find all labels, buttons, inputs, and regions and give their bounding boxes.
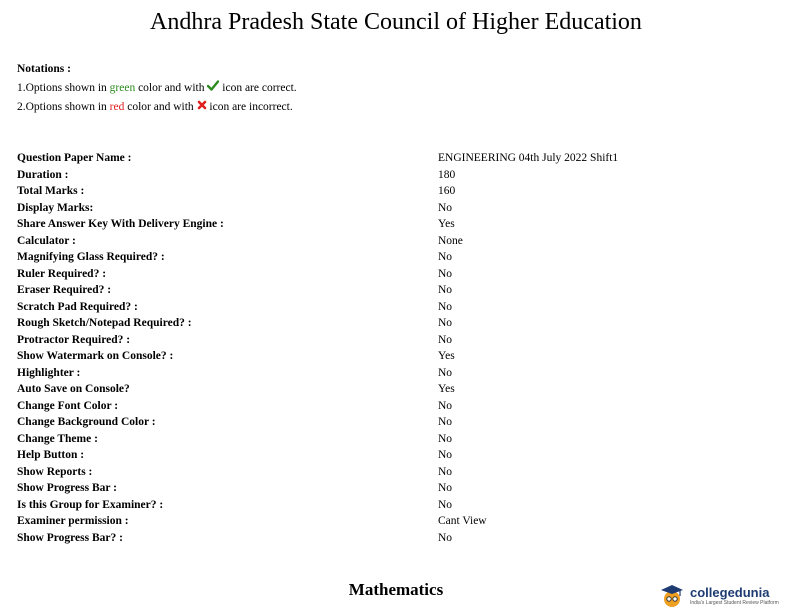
- info-value: 160: [438, 185, 456, 197]
- notation-text: icon are incorrect.: [206, 101, 293, 113]
- info-label: Display Marks:: [17, 201, 94, 214]
- info-label: Highlighter :: [17, 366, 81, 379]
- info-value: Yes: [438, 383, 455, 395]
- info-value: ENGINEERING 04th July 2022 Shift1: [438, 152, 619, 164]
- info-row: [17, 249, 777, 266]
- info-value: No: [438, 251, 453, 263]
- notations: [17, 60, 297, 116]
- info-row: [17, 414, 777, 431]
- info-label: Eraser Required? :: [17, 284, 112, 296]
- info-label: Change Font Color :: [17, 399, 119, 412]
- info-value: No: [438, 267, 453, 280]
- red-word: red: [109, 101, 125, 113]
- info-value: No: [438, 317, 453, 329]
- info-row: [17, 315, 777, 332]
- cross-icon: [197, 97, 207, 115]
- info-label: Show Progress Bar? :: [17, 531, 123, 544]
- info-row: [17, 167, 777, 184]
- info-value: No: [438, 465, 453, 478]
- info-label: Duration :: [17, 168, 69, 181]
- collegedunia-logo: [658, 584, 786, 608]
- info-row: [17, 299, 777, 316]
- check-icon: [207, 78, 219, 96]
- info-row: [17, 150, 777, 167]
- info-label: Examiner permission :: [17, 515, 129, 527]
- info-value: No: [438, 333, 453, 346]
- green-word: green: [109, 82, 136, 94]
- info-row: [17, 233, 777, 250]
- info-label: Rough Sketch/Notepad Required? :: [17, 317, 192, 329]
- info-row: [17, 200, 777, 217]
- info-label: Is this Group for Examiner? :: [17, 498, 164, 511]
- info-label: Show Reports :: [17, 465, 93, 478]
- info-label: Share Answer Key With Delivery Engine :: [17, 218, 224, 230]
- info-row: [17, 332, 777, 349]
- info-value: None: [438, 234, 463, 247]
- question-paper-info: [17, 150, 777, 546]
- page-title: Andhra Pradesh State Council of Higher Education: [150, 9, 642, 35]
- info-label: Help Button :: [17, 449, 85, 461]
- info-value: No: [438, 284, 453, 296]
- graduation-cap-icon: [658, 584, 688, 613]
- info-value: Yes: [438, 218, 455, 230]
- section-title: Mathematics: [348, 580, 444, 599]
- notation-text: color and with: [135, 82, 208, 94]
- info-row: [17, 348, 777, 365]
- info-label: Total Marks :: [17, 185, 85, 197]
- info-value: No: [438, 498, 453, 511]
- info-value: No: [438, 416, 453, 428]
- info-value: Cant View: [438, 515, 487, 527]
- info-label: Ruler Required? :: [17, 267, 107, 280]
- notation-text: color and with: [124, 101, 197, 113]
- info-value: No: [438, 482, 453, 494]
- logo-tagline: India's Largest Student Review Platform: [690, 600, 779, 606]
- info-label: Show Progress Bar :: [17, 482, 117, 494]
- notations-heading: Notations :: [17, 63, 71, 75]
- info-label: Scratch Pad Required? :: [17, 300, 138, 313]
- info-row: [17, 183, 777, 200]
- info-value: No: [438, 449, 453, 461]
- info-row: [17, 365, 777, 382]
- info-row: [17, 497, 777, 514]
- info-value: No: [438, 300, 453, 313]
- info-row: [17, 398, 777, 415]
- info-row: [17, 431, 777, 448]
- info-label: Change Theme :: [17, 432, 98, 445]
- info-row: [17, 266, 777, 283]
- info-value: Yes: [438, 350, 455, 362]
- info-label: Protractor Required? :: [17, 333, 131, 346]
- info-row: [17, 447, 777, 464]
- info-value: No: [438, 399, 453, 412]
- info-label: Auto Save on Console?: [17, 383, 130, 395]
- logo-brand: collegedunia: [690, 585, 770, 600]
- info-label: Calculator :: [17, 234, 76, 247]
- info-value: No: [438, 366, 453, 379]
- info-row: [17, 513, 777, 530]
- info-row: [17, 480, 777, 497]
- notation-correct: [17, 78, 297, 97]
- info-value: No: [438, 201, 453, 214]
- info-label: Change Background Color :: [17, 416, 156, 428]
- info-label: Question Paper Name :: [17, 152, 132, 164]
- info-value: 180: [438, 168, 456, 181]
- info-row: [17, 530, 777, 547]
- info-row: [17, 381, 777, 398]
- info-row: [17, 464, 777, 481]
- notation-incorrect: [17, 97, 297, 116]
- info-label: Magnifying Glass Required? :: [17, 251, 165, 263]
- info-label: Show Watermark on Console? :: [17, 350, 174, 362]
- notation-text: icon are correct.: [219, 82, 297, 94]
- info-value: No: [438, 432, 453, 445]
- info-row: [17, 282, 777, 299]
- notation-text: 1.Options shown in: [17, 82, 110, 94]
- info-row: [17, 216, 777, 233]
- info-value: No: [438, 531, 453, 544]
- notation-text: 2.Options shown in: [17, 101, 110, 113]
